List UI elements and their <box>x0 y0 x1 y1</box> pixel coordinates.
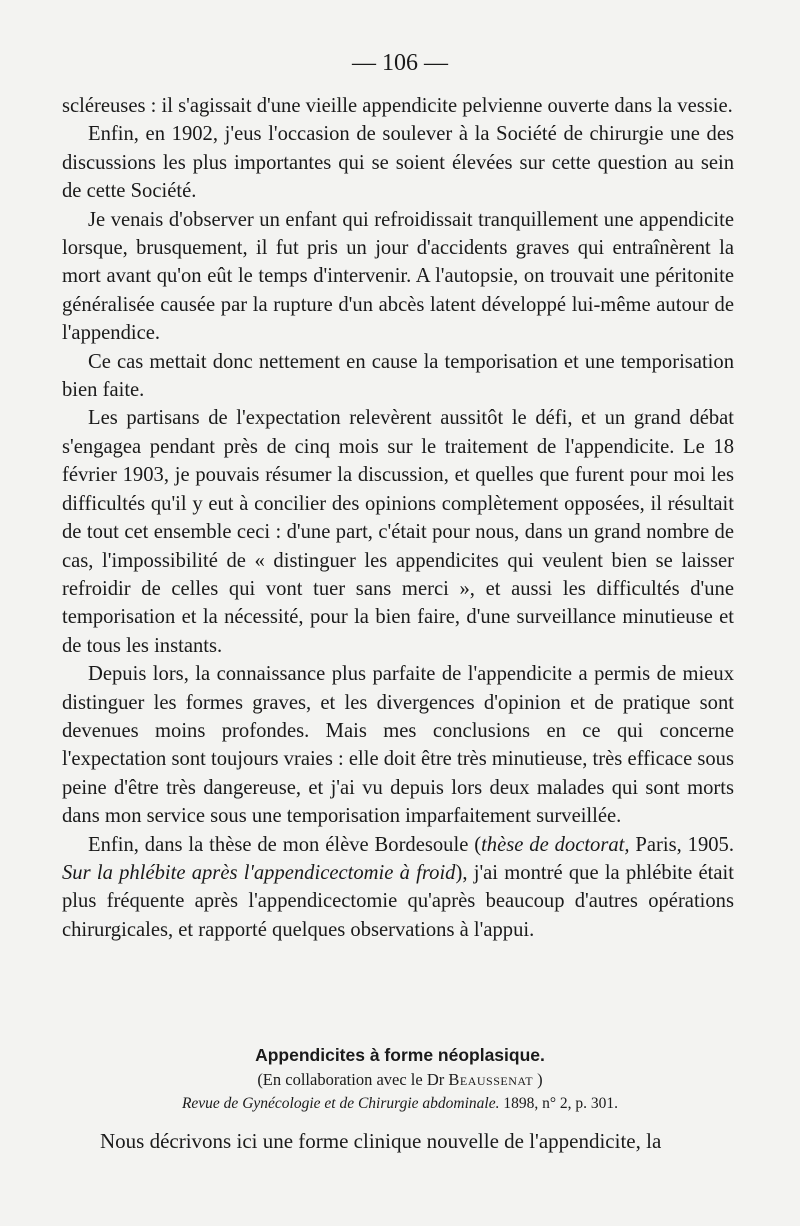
paragraph-7-text-e: ), j'ai montré que la phlébite était plus fréquente après l'appendicectomie qu'après beaucoup d'autres opérations chirurgicales, et rapporté quelques observations à l'appui. <box>62 861 734 941</box>
section-collaboration <box>0 1069 800 1091</box>
page-number: — 106 — <box>352 50 448 76</box>
reference-details: 1898, n° 2, p. 301. <box>499 1095 619 1112</box>
paragraph-5: Les partisans de l'expectation relevèrent aussitôt le défi, et un grand débat s'engagea pendant près de cinq mois sur le traitement de l'appendicite. Le 18 février 1903, je pouvais résumer la discussion, et quelles que furent pour moi les difficultés qu'il y eut à concilier des opinions complètement opposées, il résultait de tout cet ensemble ceci : d'une part, c'était pour nous, dans un grand nombre de cas, l'impossibilité de « distinguer les appendicites qui veulent bien se laisser refroidir de celles qui vont tuer sans merci », et aussi les difficultés d'une temporisation et la nécessité, pour la bien faire, d'une surveillance minutieuse et de tous les instants. <box>62 407 734 657</box>
continuation-line: Nous décrivons ici une forme clinique nouvelle de l'appendicite, la <box>100 1129 662 1153</box>
body-text <box>62 92 734 944</box>
paragraph-7 <box>62 831 734 945</box>
paragraph-3: Je venais d'observer un enfant qui refroidissait tranquillement une appendicite lorsque, brusquement, il fut pris un jour d'accidents graves qui entraînèrent la mort avant qu'on eût le temps d'intervenir. A l'autopsie, on trouvait une péritonite généralisée causée par la rupture d'un abcès latent développé lui-même autour de l'appendice. <box>62 208 734 345</box>
paragraph-4: Ce cas mettait donc nettement en cause la temporisation et une temporisation bien faite. <box>62 350 734 402</box>
section-title: Appendicites à forme néoplasique. <box>255 1045 545 1065</box>
section-reference <box>0 1093 800 1115</box>
reference-journal: Revue de Gynécologie et de Chirurgie abdominale. <box>181 1095 500 1112</box>
thesis-subject: Sur la phlébite après l'appendicectomie à froid <box>62 861 456 884</box>
collab-prefix: (En collaboration avec le Dr <box>257 1070 449 1089</box>
paragraph-1: scléreuses : il s'agissait d'une vieille appendicite pelvienne ouverte dans la vessie. <box>62 95 733 117</box>
paragraph-7-text-a: Enfin, dans la thèse de mon élève Bordesoule ( <box>88 833 482 856</box>
paragraph-7-text-c: Paris, 1905. <box>629 833 734 856</box>
section-heading-block <box>0 1043 800 1115</box>
collab-name: Beaussenat <box>448 1070 534 1089</box>
paragraph-6: Depuis lors, la connaissance plus parfaite de l'appendicite a permis de mieux distinguer les formes graves, et les divergences d'opinion et de pratique sont devenues moins profondes. Mais mes conclusions en ce qui concerne l'expectation sont toujours vraies : elle doit être très minutieuse, très efficace sous peine d'être très dangereuse, et j'ai vu depuis lors deux malades qui sont morts dans mon service sous une temporisation imparfaitement surveillée. <box>62 663 734 828</box>
collab-suffix: ) <box>533 1070 543 1089</box>
thesis-title: thèse de doctorat, <box>481 833 630 856</box>
paragraph-2: Enfin, en 1902, j'eus l'occasion de soulever à la Société de chirurgie une des discussions les plus importantes qui se soient élevées sur cette question au sein de cette Société. <box>62 123 734 203</box>
